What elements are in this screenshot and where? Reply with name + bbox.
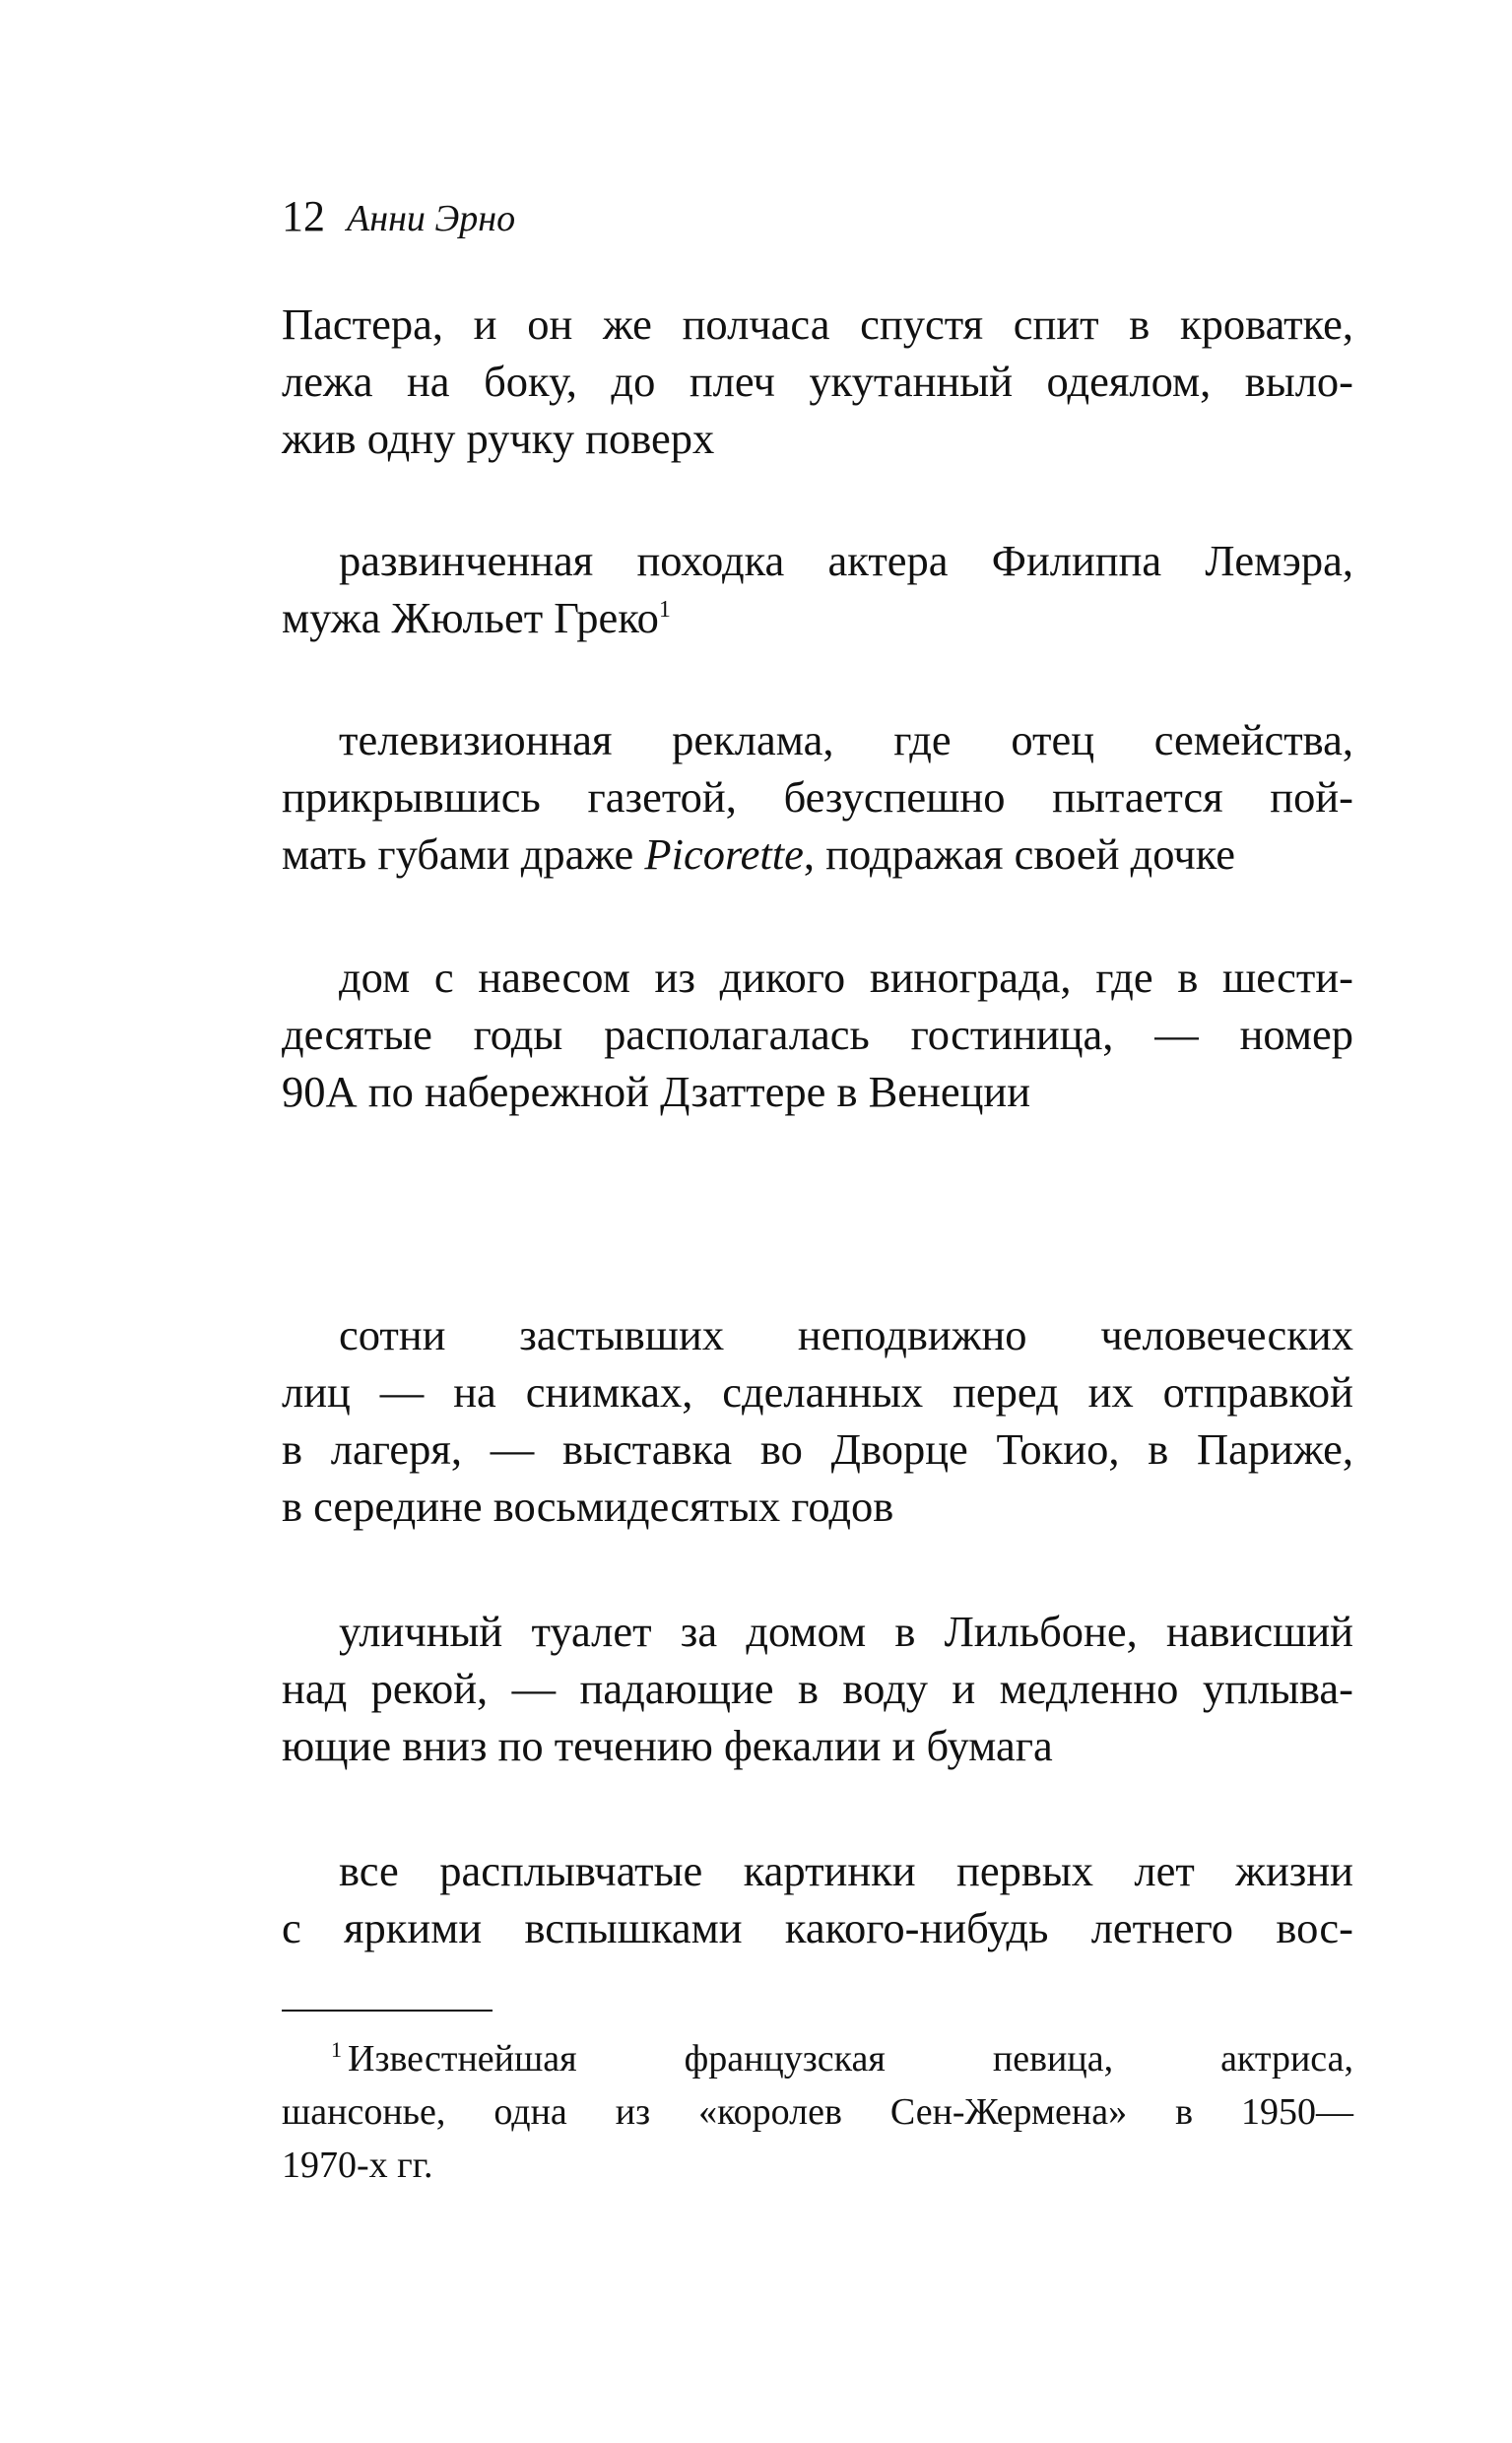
paragraph: [282, 1842, 1353, 1956]
text-line: лежа на боку, до плеч укутанный одеялом, выло-: [282, 357, 1353, 406]
text-line: дом с навесом из дикого винограда, где в шести-: [339, 953, 1353, 1002]
page-number: 12: [282, 192, 325, 240]
paragraph: [282, 1306, 1353, 1535]
italic-term: Picorette: [644, 829, 804, 879]
paragraph: [282, 949, 1353, 1120]
footnote-line: [282, 2032, 1353, 2085]
paragraph: [282, 296, 1353, 467]
text-segment: мать губами драже: [282, 829, 645, 879]
text-line: 90А по набережной Дзаттере в Венеции: [282, 1067, 1031, 1116]
paragraph: [282, 711, 1353, 883]
footnote-text: Известнейшая французская певица, актриса,: [348, 2038, 1353, 2080]
text-line: сотни застывших неподвижно человеческих: [339, 1310, 1353, 1359]
text-segment: мужа Жюльет Греко: [282, 593, 659, 642]
text-line: развинченная походка актера Филиппа Лемэра,: [339, 536, 1353, 585]
footnote-line: шансонье, одна из «королев Сен-Жермена» в 1950—: [282, 2091, 1353, 2133]
text-line: десятые годы располагалась гостиница, — номер: [282, 1010, 1353, 1059]
text-line: телевизионная реклама, где отец семейства,: [339, 715, 1353, 764]
text-line: [282, 589, 1353, 646]
text-line: в лагеря, — выставка во Дворце Токио, в Париже,: [282, 1424, 1353, 1474]
footnote-divider: [282, 2010, 493, 2012]
running-head: [282, 191, 515, 250]
footnote-reference: 1: [658, 597, 671, 624]
footnote: [282, 2032, 1353, 2192]
paragraph: [282, 532, 1353, 646]
text-line: все расплывчатые картинки первых лет жизни: [339, 1846, 1353, 1895]
running-title: Анни Эрно: [347, 198, 516, 239]
text-line: жив одну ручку поверх: [282, 414, 715, 463]
footnote-mark: 1: [331, 2037, 342, 2063]
footnote-line: 1970-х гг.: [282, 2145, 433, 2186]
text-line: прикрывшись газетой, безуспешно пытается пой-: [282, 772, 1353, 822]
text-line: с яркими вспышками какого-нибудь летнего вос-: [282, 1903, 1353, 1952]
text-segment: , подражая своей дочке: [803, 829, 1235, 879]
text-line: ющие вниз по течению фекалии и бумага: [282, 1721, 1053, 1770]
text-line: уличный туалет за домом в Лильбоне, нависший: [339, 1607, 1353, 1656]
text-line: Пастера, и он же полчаса спустя спит в кроватке,: [282, 299, 1353, 349]
text-line: [282, 825, 1353, 883]
text-line: в середине восьмидесятых годов: [282, 1482, 894, 1531]
text-line: лиц — на снимках, сделанных перед их отправкой: [282, 1367, 1353, 1417]
text-line: над рекой, — падающие в воду и медленно уплыва-: [282, 1664, 1353, 1713]
paragraph: [282, 1603, 1353, 1774]
